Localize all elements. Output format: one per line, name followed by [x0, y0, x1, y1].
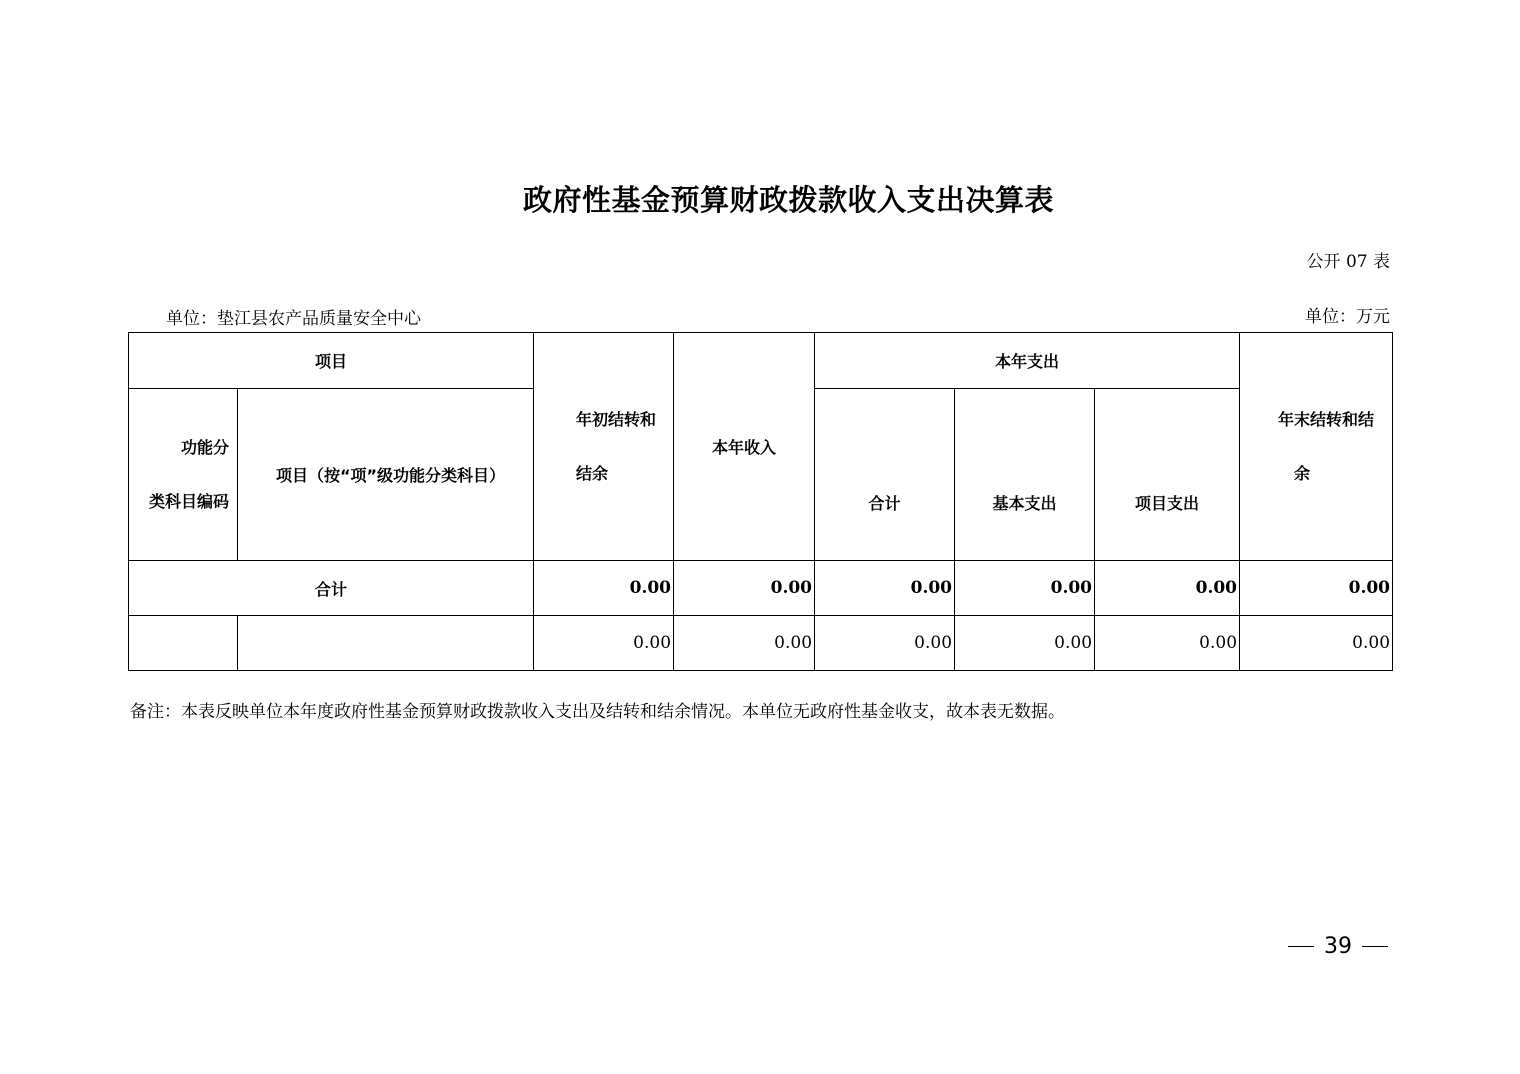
- row-project-name: [238, 616, 534, 671]
- header-expense-project: 项目支出: [1095, 389, 1240, 561]
- document-title: 政府性基金预算财政拨款收入支出决算表: [522, 183, 1054, 217]
- page-number-value: 39: [1324, 934, 1352, 959]
- unit-currency: 单位：万元: [1305, 307, 1390, 327]
- header-project-name: 项目（按“项”级功能分类科目）: [238, 389, 534, 561]
- header-closing-balance: [1240, 333, 1393, 561]
- budget-table: [128, 332, 1393, 671]
- table-note: 备注：本表反映单位本年度政府性基金预算财政拨款收入支出及结转和结余情况。本单位无政府性基金收支，故本表无数据。: [130, 702, 1065, 722]
- row-opening: 0.00: [534, 616, 674, 671]
- header-opening-line2: 结余: [576, 463, 609, 483]
- header-function-code: [129, 389, 238, 561]
- header-func-code-line2: 类科目编码: [148, 491, 229, 511]
- total-closing: 0.00: [1240, 561, 1393, 616]
- total-income: 0.00: [674, 561, 815, 616]
- row-function-code: [129, 616, 238, 671]
- total-expense-total: 0.00: [815, 561, 955, 616]
- total-expense-basic: 0.00: [955, 561, 1095, 616]
- row-closing: 0.00: [1240, 616, 1393, 671]
- header-expense-group: 本年支出: [815, 333, 1240, 389]
- page-dash-left: [1288, 946, 1314, 947]
- header-func-code-line1: 功能分: [180, 437, 229, 457]
- table-row: [129, 616, 1393, 671]
- row-expense-total: 0.00: [815, 616, 955, 671]
- header-opening-line1: 年初结转和: [576, 409, 657, 429]
- header-income: 本年收入: [674, 333, 815, 561]
- page-dash-right: [1362, 946, 1388, 947]
- page-number: [1288, 934, 1388, 959]
- form-code: 公开 07 表: [1306, 252, 1390, 272]
- row-income: 0.00: [674, 616, 815, 671]
- header-closing-line2: 余: [1294, 463, 1311, 483]
- header-project: 项目: [129, 333, 534, 389]
- total-row: [129, 561, 1393, 616]
- row-expense-basic: 0.00: [955, 616, 1095, 671]
- header-opening-balance: [534, 333, 674, 561]
- total-label: 合计: [129, 561, 534, 616]
- total-expense-project: 0.00: [1095, 561, 1240, 616]
- header-expense-basic: 基本支出: [955, 389, 1095, 561]
- total-opening: 0.00: [534, 561, 674, 616]
- header-expense-total: 合计: [815, 389, 955, 561]
- row-expense-project: 0.00: [1095, 616, 1240, 671]
- header-closing-line1: 年末结转和结: [1278, 409, 1375, 429]
- unit-organization: 单位：垫江县农产品质量安全中心: [166, 309, 421, 329]
